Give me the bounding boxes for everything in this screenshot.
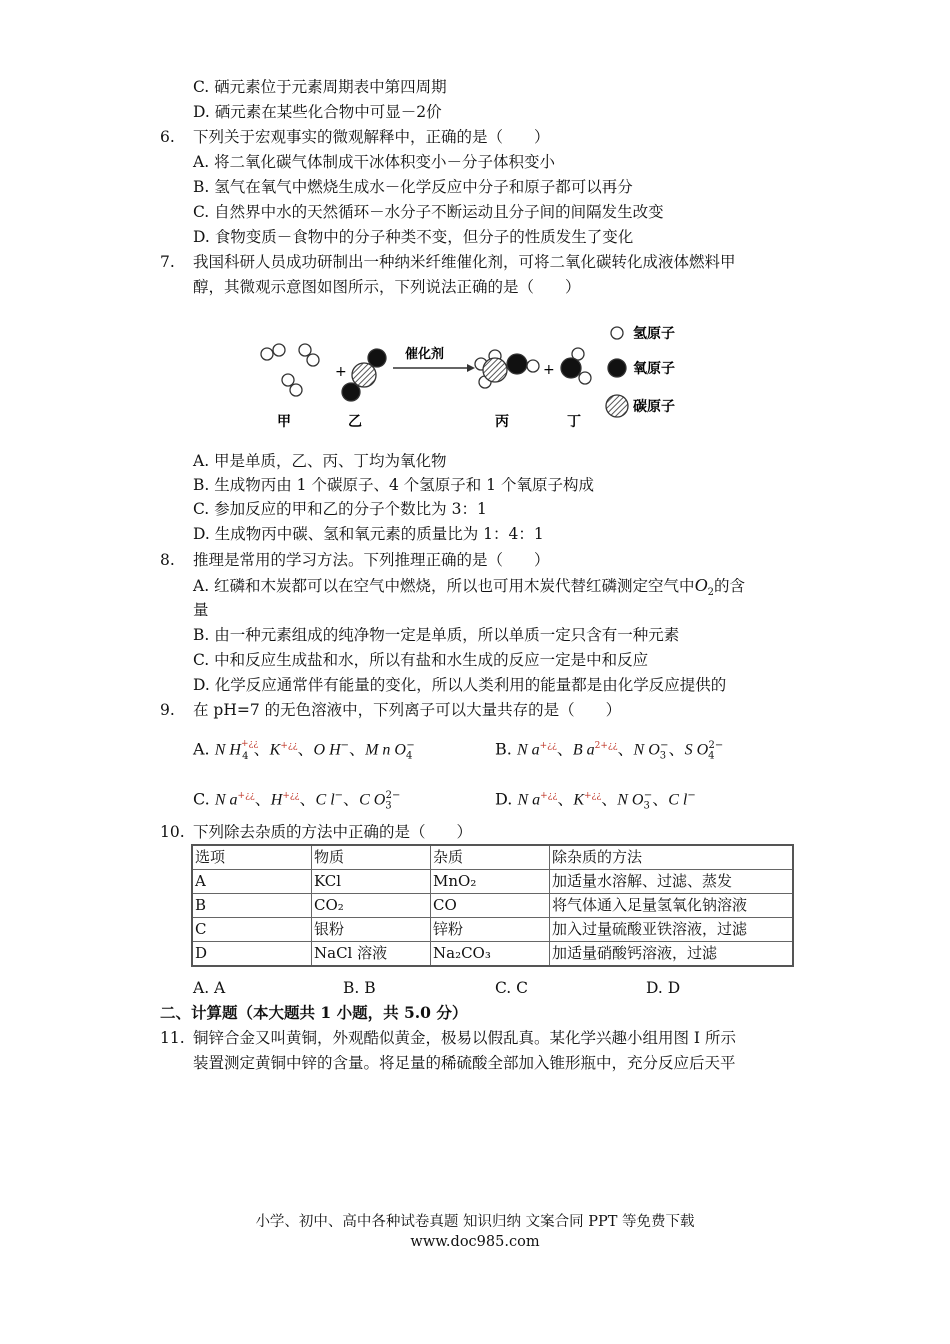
table-cell: Na₂CO₃ bbox=[431, 942, 550, 967]
table-cell: B bbox=[192, 894, 312, 918]
label-ding: 丁 bbox=[567, 414, 581, 430]
table-cell: CO bbox=[431, 894, 550, 918]
table-cell: MnO₂ bbox=[431, 870, 550, 894]
q9-number: 9. bbox=[160, 701, 175, 719]
q10-option-a: A. A bbox=[193, 979, 226, 997]
table-row bbox=[192, 870, 793, 894]
table-cell: NaCl 溶液 bbox=[312, 942, 431, 967]
table-cell: A bbox=[192, 870, 312, 894]
table-cell: KCl bbox=[312, 870, 431, 894]
label-bing: 丙 bbox=[495, 414, 509, 430]
q5-option-c: C. 硒元素位于元素周期表中第四周期 bbox=[193, 78, 447, 96]
footer-text: 小学、初中、高中各种试卷真题 知识归纳 文案合同 PPT 等免费下载 bbox=[255, 1214, 695, 1230]
q6-option-c: C. 自然界中水的天然循环－水分子不断运动且分子间的间隔发生改变 bbox=[193, 203, 664, 221]
water-molecule bbox=[561, 348, 591, 384]
catalyst-label: 催化剂 bbox=[405, 347, 445, 362]
co2-molecule bbox=[342, 349, 386, 401]
table-cell: 加适量硝酸钙溶液，过滤 bbox=[550, 942, 794, 967]
legend-c: 碳原子 bbox=[633, 399, 675, 415]
q7-option-c: C. 参加反应的甲和乙的分子个数比为 3：1 bbox=[193, 500, 487, 518]
table-cell: 杂质 bbox=[431, 845, 550, 870]
table-cell: 将气体通入足量氢氧化钠溶液 bbox=[550, 894, 794, 918]
q6-option-d: D. 食物变质－食物中的分子种类不变，但分子的性质发生了变化 bbox=[193, 228, 634, 246]
table-cell: 银粉 bbox=[312, 918, 431, 942]
table-cell: 除杂质的方法 bbox=[550, 845, 794, 870]
q7-stem-line2: 醇，其微观示意图如图所示，下列说法正确的是（ ） bbox=[193, 278, 581, 296]
table-cell: 选项 bbox=[192, 845, 312, 870]
q9-option-c: C. N a+¿¿、H+¿¿、C l−、C $O_3^{2-}$ bbox=[193, 789, 401, 812]
legend-h: 氢原子 bbox=[633, 326, 675, 342]
q6-stem: 下列关于宏观事实的微观解释中，正确的是（ ） bbox=[193, 128, 550, 146]
q9-option-a: A. N $H^{+¿¿}_4$ 、K+¿¿、O H−、M n $O_4^-$ bbox=[193, 739, 415, 762]
q10-option-b: B. B bbox=[343, 979, 376, 997]
table-cell: C bbox=[192, 918, 312, 942]
q10-number: 10. bbox=[160, 823, 185, 841]
q11-line2: 装置测定黄铜中锌的含量。将足量的稀硫酸全部加入锥形瓶中，充分反应后天平 bbox=[193, 1054, 736, 1072]
q8-option-d: D. 化学反应通常伴有能量的变化，所以人类利用的能量都是由化学反应提供的 bbox=[193, 676, 727, 694]
legend-o: 氧原子 bbox=[633, 361, 675, 377]
q9-option-b: B. N a+¿¿、B $a^{2+¿¿}$、N $O_3^-$、S $O_4^{2-}$ bbox=[495, 739, 724, 762]
label-jia: 甲 bbox=[277, 414, 291, 430]
table-cell: 加适量水溶解、过滤、蒸发 bbox=[550, 870, 794, 894]
methanol-molecule bbox=[475, 350, 539, 388]
reaction-diagram bbox=[255, 318, 695, 438]
q11-number: 11. bbox=[160, 1029, 185, 1047]
q8-option-a-tail: 的含 bbox=[713, 577, 745, 595]
q7-number: 7. bbox=[160, 253, 175, 271]
q8-option-c: C. 中和反应生成盐和水，所以有盐和水生成的反应一定是中和反应 bbox=[193, 651, 649, 669]
q9-stem: 在 pH=7 的无色溶液中，下列离子可以大量共存的是（ ） bbox=[193, 701, 622, 719]
footer-url[interactable]: www.doc985.com bbox=[410, 1234, 540, 1250]
q7-option-d: D. 生成物丙中碳、氢和氧元素的质量比为 1：4：1 bbox=[193, 525, 544, 543]
table-row bbox=[192, 845, 793, 870]
q8-number: 8. bbox=[160, 551, 175, 569]
q10-stem: 下列除去杂质的方法中正确的是（ ） bbox=[193, 823, 473, 841]
q6-number: 6. bbox=[160, 128, 175, 146]
q11-line1: 铜锌合金又叫黄铜，外观酷似黄金，极易以假乱真。某化学兴趣小组用图 I 所示 bbox=[193, 1029, 736, 1047]
table-cell: 物质 bbox=[312, 845, 431, 870]
legend bbox=[606, 327, 628, 417]
plus-sign-1: + bbox=[335, 364, 347, 380]
q8-stem: 推理是常用的学习方法。下列推理正确的是（ ） bbox=[193, 551, 550, 569]
table-cell: 锌粉 bbox=[431, 918, 550, 942]
table-row bbox=[192, 894, 793, 918]
table-row bbox=[192, 942, 793, 967]
q10-option-d: D. D bbox=[646, 979, 681, 997]
label-yi: 乙 bbox=[348, 414, 362, 430]
q8-option-b: B. 由一种元素组成的纯净物一定是单质，所以单质一定只含有一种元素 bbox=[193, 626, 680, 644]
q7-stem-line1: 我国科研人员成功研制出一种纳米纤维催化剂，可将二氧化碳转化成液体燃料甲 bbox=[193, 253, 736, 271]
q8-option-a-cont: 量 bbox=[193, 601, 209, 619]
section-heading: 二、计算题（本大题共 1 小题，共 5.0 分） bbox=[160, 1003, 468, 1022]
q7-option-a: A. 甲是单质，乙、丙、丁均为氧化物 bbox=[193, 452, 447, 470]
impurity-table bbox=[191, 844, 794, 967]
q5-option-d: D. 硒元素在某些化合物中可显－2价 bbox=[193, 103, 442, 121]
table-cell: 加入过量硫酸亚铁溶液，过滤 bbox=[550, 918, 794, 942]
q9-option-d: D. N a+¿¿、K+¿¿、N $O_3^-$、C l− bbox=[495, 789, 696, 812]
table-cell: CO₂ bbox=[312, 894, 431, 918]
q7-option-b: B. 生成物丙由 1 个碳原子、4 个氢原子和 1 个氧原子构成 bbox=[193, 476, 594, 494]
table-row bbox=[192, 918, 793, 942]
q6-option-a: A. 将二氧化碳气体制成干冰体积变小－分子体积变小 bbox=[193, 153, 556, 171]
q8-option-a bbox=[193, 575, 745, 603]
q6-option-b: B. 氢气在氧气中燃烧生成水－化学反应中分子和原子都可以再分 bbox=[193, 178, 633, 196]
q10-option-c: C. C bbox=[495, 979, 529, 997]
plus-sign-2: + bbox=[543, 362, 555, 378]
o2-symbol: O bbox=[694, 575, 708, 595]
q8-option-a-text: A. 红磷和木炭都可以在空气中燃烧，所以也可用木炭代替红磷测定空气中 bbox=[193, 577, 695, 595]
o2-subscript: 2 bbox=[707, 587, 714, 599]
table-cell: D bbox=[192, 942, 312, 967]
h2-molecules bbox=[261, 344, 319, 396]
